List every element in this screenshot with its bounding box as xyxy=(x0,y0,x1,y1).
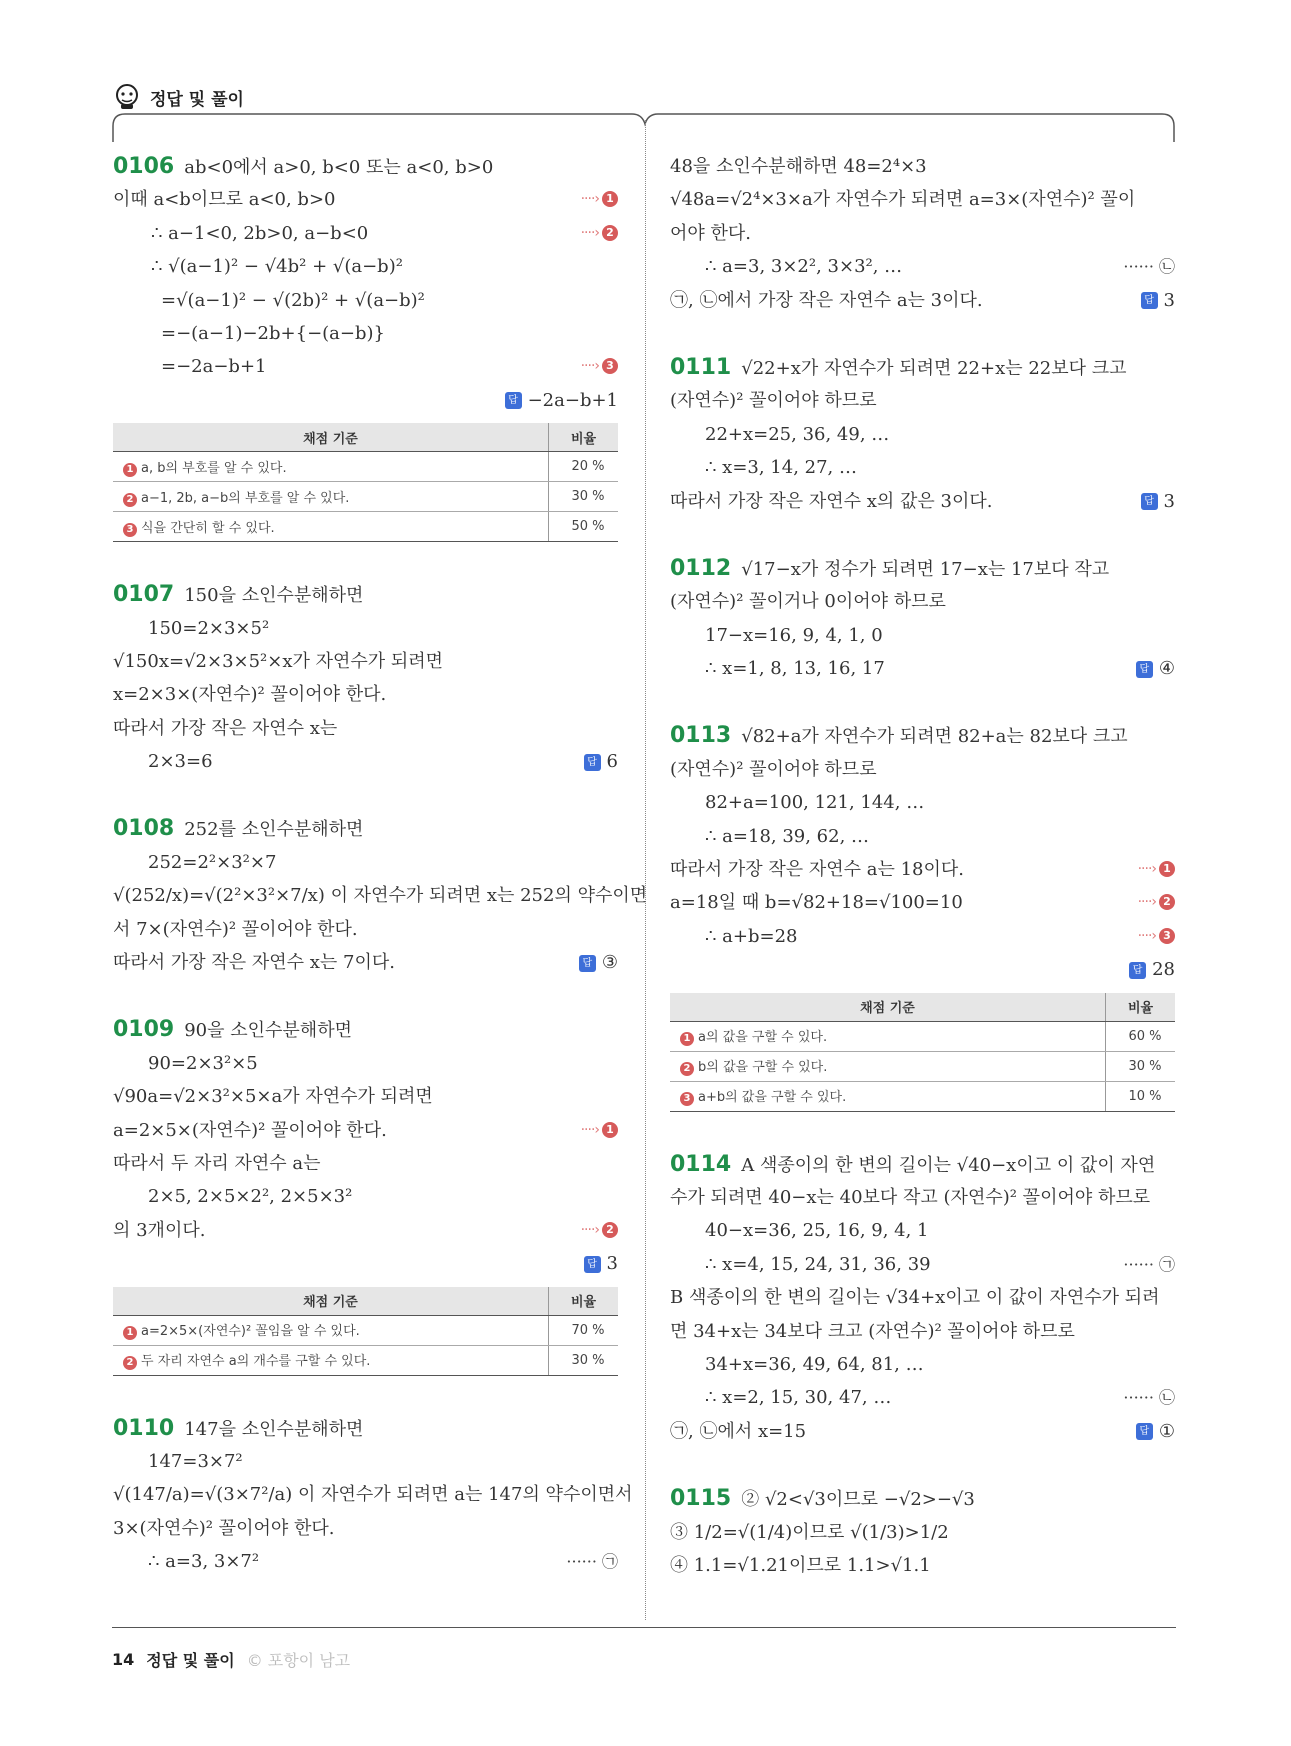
line-text: ㉠, ㉡에서 가장 작은 자연수 a는 3이다. xyxy=(670,289,983,311)
section-gap xyxy=(113,544,618,578)
problem-number: 0108 xyxy=(113,816,175,842)
problem-number: 0114 xyxy=(670,1151,732,1177)
solution-line xyxy=(670,1549,1175,1582)
answer-badge-icon: 답 xyxy=(579,955,596,972)
section-gap xyxy=(113,1378,618,1412)
line-text: 48을 소인수분해하면 48=2⁴×3 xyxy=(670,156,927,177)
answer xyxy=(584,1247,618,1280)
grading-rate: 10 % xyxy=(1106,1081,1176,1111)
answer xyxy=(1129,953,1175,986)
solution-line xyxy=(670,585,1175,618)
solution-line xyxy=(113,645,618,678)
answer-badge-icon: 답 xyxy=(584,754,601,771)
line-text: √22+x가 자연수가 되려면 22+x는 22보다 크고 xyxy=(741,357,1127,379)
criterion-text: a+b의 값을 구할 수 있다. xyxy=(698,1090,847,1106)
solution-line xyxy=(670,183,1175,216)
answer-value: 3 xyxy=(606,1253,618,1275)
solution-line xyxy=(113,1080,618,1113)
solution-line xyxy=(113,879,648,912)
solution-line xyxy=(113,183,618,216)
answer-value: ③ xyxy=(601,952,618,974)
line-text: =−(a−1)−2b+{−(a−b)} xyxy=(161,322,385,344)
line-text: 34+x=36, 49, 64, 81, … xyxy=(705,1353,924,1375)
solution-line xyxy=(670,1516,1175,1549)
solution-line xyxy=(670,1315,1175,1348)
problem-number: 0107 xyxy=(113,582,175,608)
solution-line xyxy=(670,886,1175,919)
problem-heading xyxy=(670,552,1175,585)
step-number-badge: 1 xyxy=(680,1032,694,1046)
line-text: √150x=√2×3×5²×x가 자연수가 되려면 xyxy=(113,650,444,672)
solution-line xyxy=(670,1381,1175,1414)
line-text: ㉠, ㉡에서 x=15 xyxy=(670,1420,807,1442)
solution-line xyxy=(670,753,1175,786)
step-marker xyxy=(581,350,618,383)
line-text: =√(a−1)² − √(2b)² + √(a−b)² xyxy=(161,289,425,311)
solution-line xyxy=(670,1214,1175,1247)
line-text: ∴ a=3, 3×7² xyxy=(148,1551,260,1573)
arrow-dots: ····› xyxy=(1137,927,1156,944)
left-column xyxy=(113,150,648,1579)
problem-heading xyxy=(113,578,618,611)
solution-line xyxy=(670,250,1175,283)
solution-line xyxy=(113,846,618,879)
solution-line xyxy=(670,853,1175,886)
answer-badge-icon: 답 xyxy=(1129,962,1146,979)
line-text: 147=3×7² xyxy=(148,1450,243,1472)
line-text: 252=2²×3²×7 xyxy=(148,851,277,873)
line-text: 따라서 가장 작은 자연수 a는 18이다. xyxy=(670,859,965,881)
solution-line xyxy=(670,1348,1175,1381)
line-text: ab<0에서 a>0, b<0 또는 a<0, b>0 xyxy=(184,157,494,178)
answer-badge-icon: 답 xyxy=(1141,292,1158,309)
step-number-badge: 1 xyxy=(602,191,618,207)
line-text: √48a=√2⁴×3×a가 자연수가 되려면 a=3×(자연수)² 꼴이 xyxy=(670,189,1136,211)
arrow-dots: ····› xyxy=(1137,861,1156,878)
solution-line xyxy=(670,384,1175,417)
grading-header-criterion: 채점 기준 xyxy=(113,1287,549,1316)
criterion-text: a의 값을 구할 수 있다. xyxy=(698,1030,828,1046)
line-text: B 색종이의 한 변의 길이는 √34+x이고 이 값이 자연수가 되려 xyxy=(670,1287,1160,1309)
grading-criterion xyxy=(113,1315,549,1345)
grading-row xyxy=(113,512,618,542)
line-text: 어야 한다. xyxy=(670,222,751,244)
criterion-text: 식을 간단히 할 수 있다. xyxy=(141,520,275,536)
solution-line xyxy=(113,350,618,383)
grading-criterion xyxy=(670,1051,1106,1081)
answer-value: ④ xyxy=(1158,658,1175,680)
line-text: 수가 되려면 40−x는 40보다 작고 (자연수)² 꼴이어야 하므로 xyxy=(670,1186,1151,1208)
problem-number: 0113 xyxy=(670,723,732,749)
step-number-badge: 3 xyxy=(602,358,618,374)
solution-line xyxy=(113,1247,618,1280)
solution-line xyxy=(113,745,618,778)
line-text: 서 7×(자연수)² 꼴이어야 한다. xyxy=(113,918,358,940)
solution-line xyxy=(113,913,618,946)
mascot-icon xyxy=(112,82,142,112)
grading-header-rate: 비율 xyxy=(549,423,619,452)
section-gap xyxy=(670,1114,1175,1148)
step-marker xyxy=(1138,886,1175,919)
criterion-text: a=2×5×(자연수)² 꼴임을 알 수 있다. xyxy=(141,1324,360,1340)
step-marker xyxy=(581,183,618,216)
answer-value: ① xyxy=(1158,1420,1175,1442)
grading-criterion xyxy=(113,482,549,512)
step-number-badge: 2 xyxy=(602,1222,618,1238)
line-text: ∴ a−1<0, 2b>0, a−b<0 xyxy=(151,222,369,244)
solution-line xyxy=(113,1114,618,1147)
step-number-badge: 1 xyxy=(602,1122,618,1138)
solution-line xyxy=(670,418,1175,451)
line-text: 82+a=100, 121, 144, … xyxy=(705,792,925,814)
grading-criterion xyxy=(113,512,549,542)
solution-line xyxy=(113,1180,618,1213)
solution-line xyxy=(670,1248,1175,1281)
arrow-dots: ····› xyxy=(580,224,599,241)
page-header xyxy=(112,80,244,114)
solution-line xyxy=(670,1281,1175,1314)
problem-number: 0106 xyxy=(113,154,175,179)
criterion-text: b의 값을 구할 수 있다. xyxy=(698,1060,828,1076)
answer xyxy=(1136,652,1175,685)
line-text: 2×5, 2×5×2², 2×5×3² xyxy=(148,1186,353,1208)
solution-line xyxy=(113,1445,618,1478)
step-number-badge: 3 xyxy=(123,523,137,537)
solution-line xyxy=(670,485,1175,518)
solution-line xyxy=(670,953,1175,986)
step-number-badge: 2 xyxy=(123,493,137,507)
equation-label: ······ ㉠ xyxy=(566,1552,618,1572)
grading-header-rate: 비율 xyxy=(549,1287,619,1316)
solution-line xyxy=(670,1415,1175,1448)
solution-line xyxy=(670,1181,1175,1214)
page-footer xyxy=(112,1648,350,1671)
criterion-text: a, b의 부호를 알 수 있다. xyxy=(141,460,287,476)
problem-heading xyxy=(113,812,618,845)
answer xyxy=(1141,284,1175,317)
grading-rate: 30 % xyxy=(1106,1051,1176,1081)
solution-line xyxy=(113,1545,618,1578)
line-text: 따라서 두 자리 자연수 a는 xyxy=(113,1152,321,1174)
grading-criterion xyxy=(670,1021,1106,1051)
grading-rate: 20 % xyxy=(549,452,619,482)
grading-row xyxy=(113,1315,618,1345)
step-number-badge: 2 xyxy=(123,1356,137,1370)
footer-watermark: © 포항이 남고 xyxy=(246,1651,351,1670)
line-text: 이때 a<b이므로 a<0, b>0 xyxy=(113,189,336,211)
solution-line xyxy=(670,652,1175,685)
line-text: 따라서 가장 작은 자연수 x는 xyxy=(113,717,338,739)
line-text: (자연수)² 꼴이어야 하므로 xyxy=(670,390,877,412)
answer-value: −2a−b+1 xyxy=(527,389,618,411)
solution-line xyxy=(670,920,1175,953)
answer xyxy=(1141,485,1175,518)
solution-line xyxy=(670,619,1175,652)
grading-table xyxy=(670,993,1175,1112)
line-text: 150=2×3×5² xyxy=(148,617,270,639)
step-number-badge: 2 xyxy=(1159,894,1175,910)
grading-rate: 50 % xyxy=(549,512,619,542)
line-text: 따라서 가장 작은 자연수 x의 값은 3이다. xyxy=(670,490,993,512)
solution-line xyxy=(670,284,1175,317)
section-gap xyxy=(670,1448,1175,1482)
grading-criterion xyxy=(670,1081,1106,1111)
solution-line xyxy=(113,250,618,283)
solution-line xyxy=(113,1512,618,1545)
line-text: 90=2×3²×5 xyxy=(148,1052,258,1074)
line-text: a=2×5×(자연수)² 꼴이어야 한다. xyxy=(113,1119,387,1141)
header-title: 정답 및 풀이 xyxy=(150,89,244,110)
answer-badge-icon: 답 xyxy=(1136,1423,1153,1440)
solution-line xyxy=(113,612,618,645)
answer xyxy=(1136,1415,1175,1448)
problem-number: 0112 xyxy=(670,555,732,581)
line-text: (자연수)² 꼴이거나 0이어야 하므로 xyxy=(670,591,946,613)
answer-badge-icon: 답 xyxy=(1136,661,1153,678)
solution-line xyxy=(113,1147,618,1180)
line-text: x=2×3×(자연수)² 꼴이어야 한다. xyxy=(113,684,387,706)
page-frame xyxy=(112,112,1176,142)
section-gap xyxy=(670,317,1175,351)
line-text: ∴ a=3, 3×2², 3×3², … xyxy=(705,256,903,278)
line-text: ∴ a=18, 39, 62, … xyxy=(705,825,870,847)
grading-header-rate: 비율 xyxy=(1106,993,1176,1022)
line-text: ∴ x=3, 14, 27, … xyxy=(705,457,857,479)
grading-rate: 30 % xyxy=(549,482,619,512)
arrow-dots: ····› xyxy=(580,1121,599,1138)
problem-heading xyxy=(670,1482,1175,1515)
section-gap xyxy=(670,685,1175,719)
solution-line xyxy=(670,217,1175,250)
answer-value: 3 xyxy=(1163,289,1175,311)
solution-line xyxy=(113,678,618,711)
line-text: ∴ √(a−1)² − √4b² + √(a−b)² xyxy=(151,256,403,278)
problem-heading xyxy=(670,1148,1175,1181)
equation-label: ······ ㉠ xyxy=(1123,1254,1175,1274)
solution-line xyxy=(113,1047,618,1080)
arrow-dots: ····› xyxy=(580,358,599,375)
equation-label: ······ ㉡ xyxy=(1123,1388,1175,1408)
grading-row xyxy=(670,1051,1175,1081)
solution-line xyxy=(113,217,618,250)
line-text: ② √2<√3이므로 −√2>−√3 xyxy=(741,1489,975,1511)
solution-line xyxy=(670,820,1175,853)
criterion-text: 두 자리 자연수 a의 개수를 구할 수 있다. xyxy=(141,1354,371,1370)
step-number-badge: 2 xyxy=(680,1062,694,1076)
answer xyxy=(584,745,618,778)
problem-number: 0111 xyxy=(670,354,732,380)
line-text: 252를 소인수분해하면 xyxy=(184,819,364,841)
step-number-badge: 1 xyxy=(123,1326,137,1340)
column-separator xyxy=(645,120,646,1620)
line-text: 90을 소인수분해하면 xyxy=(184,1020,352,1042)
answer-value: 28 xyxy=(1152,959,1175,981)
answer xyxy=(579,946,618,979)
step-marker xyxy=(581,217,618,250)
step-number-badge: 1 xyxy=(1159,861,1175,877)
line-text: 따라서 가장 작은 자연수 x는 7이다. xyxy=(113,952,395,974)
line-text: √(252/x)=√(2²×3²×7/x) 이 자연수가 되려면 x는 252의 약수이면 xyxy=(113,885,648,907)
answer-badge-icon: 답 xyxy=(584,1256,601,1273)
solution-line xyxy=(113,946,618,979)
line-text: 3×(자연수)² 꼴이어야 한다. xyxy=(113,1517,335,1539)
line-text: √17−x가 정수가 되려면 17−x는 17보다 작고 xyxy=(741,558,1110,580)
grading-row xyxy=(670,1081,1175,1111)
line-text: (자연수)² 꼴이어야 하므로 xyxy=(670,758,877,780)
solution-line xyxy=(113,1214,618,1247)
step-marker xyxy=(1138,920,1175,953)
grading-row xyxy=(113,1345,618,1375)
line-text: 2×3=6 xyxy=(148,751,213,773)
problem-heading xyxy=(113,150,618,183)
step-marker xyxy=(1138,853,1175,886)
problem-heading xyxy=(670,719,1175,752)
grading-row xyxy=(670,1021,1175,1051)
problem-heading xyxy=(670,351,1175,384)
solution-line xyxy=(670,150,1175,183)
line-text: 22+x=25, 36, 49, … xyxy=(705,423,890,445)
solution-line xyxy=(113,712,618,745)
section-gap xyxy=(113,979,618,1013)
line-text: √90a=√2×3²×5×a가 자연수가 되려면 xyxy=(113,1086,433,1108)
right-column xyxy=(670,150,1175,1582)
step-number-badge: 3 xyxy=(680,1092,694,1106)
grading-header-criterion: 채점 기준 xyxy=(670,993,1106,1022)
criterion-text: a−1, 2b, a−b의 부호를 알 수 있다. xyxy=(141,490,350,506)
solution-line xyxy=(113,384,618,417)
line-text: 17−x=16, 9, 4, 1, 0 xyxy=(705,624,883,646)
problem-number: 0115 xyxy=(670,1486,732,1512)
line-text: √82+a가 자연수가 되려면 82+a는 82보다 크고 xyxy=(741,726,1128,748)
line-text: A 색종이의 한 변의 길이는 √40−x이고 이 값이 자연 xyxy=(741,1154,1156,1176)
footer-rule xyxy=(112,1627,1176,1628)
line-text: 의 3개이다. xyxy=(113,1219,206,1241)
problem-heading xyxy=(113,1412,618,1445)
grading-header-criterion: 채점 기준 xyxy=(113,423,549,452)
grading-table xyxy=(113,423,618,542)
footer-title: 정답 및 풀이 xyxy=(146,1651,235,1670)
line-text: ∴ a+b=28 xyxy=(705,925,798,947)
grading-row xyxy=(113,482,618,512)
line-text: ∴ x=2, 15, 30, 47, … xyxy=(705,1387,892,1409)
solution-line xyxy=(670,786,1175,819)
solution-line xyxy=(113,317,618,350)
line-text: =−2a−b+1 xyxy=(161,356,267,378)
line-text: ④ 1.1=√1.21이므로 1.1>√1.1 xyxy=(670,1554,931,1576)
grading-row xyxy=(113,452,618,482)
line-text: 40−x=36, 25, 16, 9, 4, 1 xyxy=(705,1220,929,1242)
answer xyxy=(505,384,618,417)
line-text: ③ 1/2=√(1/4)이므로 √(1/3)>1/2 xyxy=(670,1521,949,1543)
grading-rate: 60 % xyxy=(1106,1021,1176,1051)
line-text: a=18일 때 b=√82+18=√100=10 xyxy=(670,892,963,914)
answer-value: 3 xyxy=(1163,490,1175,512)
line-text: 면 34+x는 34보다 크고 (자연수)² 꼴이어야 하므로 xyxy=(670,1320,1075,1342)
step-marker xyxy=(581,1114,618,1147)
problem-heading xyxy=(113,1013,618,1046)
step-number-badge: 1 xyxy=(123,463,137,477)
grading-table xyxy=(113,1287,618,1376)
section-gap xyxy=(670,518,1175,552)
line-text: ∴ x=1, 8, 13, 16, 17 xyxy=(705,658,885,680)
solution-line xyxy=(113,1478,633,1511)
step-marker xyxy=(581,1214,618,1247)
page-number: 14 xyxy=(112,1650,135,1669)
grading-criterion xyxy=(113,1345,549,1375)
section-gap xyxy=(113,778,618,812)
grading-rate: 30 % xyxy=(549,1345,619,1375)
solution-line xyxy=(670,451,1175,484)
equation-label: ······ ㉡ xyxy=(1123,257,1175,277)
answer-badge-icon: 답 xyxy=(505,392,522,409)
line-text: √(147/a)=√(3×7²/a) 이 자연수가 되려면 a는 147의 약수이면서 xyxy=(113,1484,633,1506)
arrow-dots: ····› xyxy=(580,1221,599,1238)
step-number-badge: 2 xyxy=(602,225,618,241)
grading-rate: 70 % xyxy=(549,1315,619,1345)
problem-number: 0110 xyxy=(113,1415,175,1441)
line-text: 147을 소인수분해하면 xyxy=(184,1418,364,1440)
arrow-dots: ····› xyxy=(1137,894,1156,911)
grading-criterion xyxy=(113,452,549,482)
problem-number: 0109 xyxy=(113,1017,175,1043)
answer-value: 6 xyxy=(606,751,618,773)
arrow-dots: ····› xyxy=(580,191,599,208)
step-number-badge: 3 xyxy=(1159,928,1175,944)
line-text: ∴ x=4, 15, 24, 31, 36, 39 xyxy=(705,1253,931,1275)
answer-badge-icon: 답 xyxy=(1141,493,1158,510)
line-text: 150을 소인수분해하면 xyxy=(184,585,364,607)
solution-line xyxy=(113,284,618,317)
